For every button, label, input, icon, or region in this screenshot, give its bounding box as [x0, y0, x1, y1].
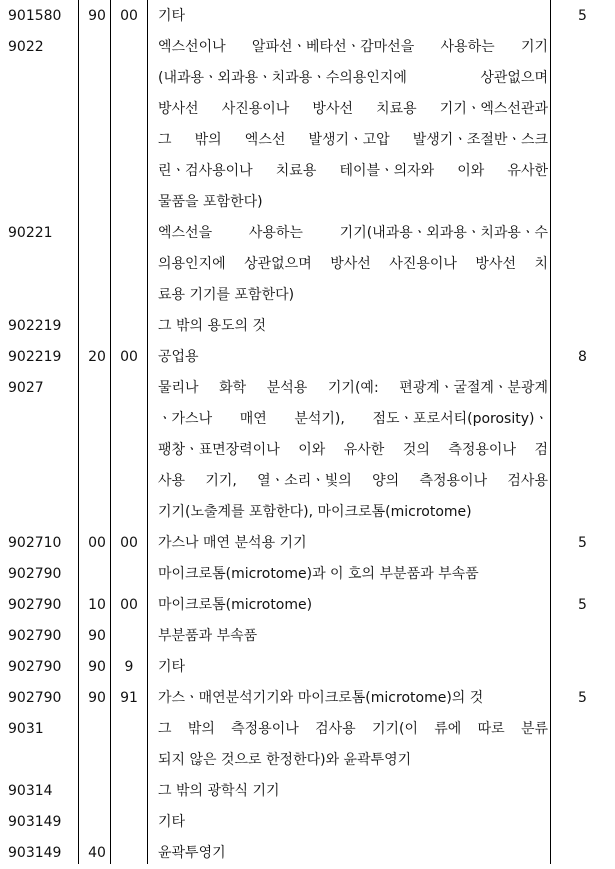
sub-code-1: 40 [88, 845, 106, 861]
sub-code-2: 00 [120, 535, 138, 551]
table-row [0, 373, 615, 528]
sub-code-1: 20 [88, 349, 106, 365]
description-line: 의용인지에 상관없으며 방사선 사진용이나 방사선 치 [158, 256, 548, 272]
description-line: 사용 기기, 열ㆍ소리ㆍ빛의 양의 측정용이나 검사용 [158, 473, 548, 489]
table-row [0, 807, 615, 838]
description-line: (내과용ㆍ외과용ㆍ치과용ㆍ수의용인지에 상관없으며 [158, 70, 548, 86]
item-description [158, 838, 548, 869]
sub-code-1: 90 [88, 690, 106, 706]
description-line: 마이크로톰(microtome)과 이 호의 부분품과 부속품 [158, 566, 479, 582]
description-line: 물리나 화학 분석용 기기(예: 편광계ㆍ굴절계ㆍ분광계 [158, 380, 548, 396]
description-line: 엑스선을 사용하는 기기(내과용ㆍ외과용ㆍ치과용ㆍ수 [158, 225, 548, 241]
hs-code: 90314 [8, 783, 53, 799]
table-row [0, 559, 615, 590]
description-line: 가스나 매연 분석용 기기 [158, 535, 307, 551]
item-description [158, 683, 548, 714]
sub-code-2: 9 [124, 659, 134, 675]
description-line: 린ㆍ검사용이나 치료용 테이블ㆍ의자와 이와 유사한 [158, 163, 548, 179]
table-row [0, 683, 615, 714]
duty-rate: 5 [578, 597, 587, 613]
table-row [0, 652, 615, 683]
table-row [0, 311, 615, 342]
hs-code: 9022 [8, 39, 44, 55]
sub-code-1: 90 [88, 8, 106, 24]
hs-code: 9031 [8, 721, 44, 737]
sub-code-2: 00 [120, 8, 138, 24]
table-row [0, 218, 615, 311]
hs-code: 902219 [8, 318, 62, 334]
sub-code-2: 91 [120, 690, 138, 706]
table-row [0, 621, 615, 652]
item-description [158, 590, 548, 621]
hs-code: 902790 [8, 597, 62, 613]
hs-code: 9027 [8, 380, 44, 396]
duty-rate: 5 [578, 690, 587, 706]
description-line: 그 밖의 엑스선 발생기ㆍ고압 발생기ㆍ조절반ㆍ스크 [158, 132, 548, 148]
table-row [0, 32, 615, 218]
sub-code-1: 10 [88, 597, 106, 613]
hs-code: 902790 [8, 690, 62, 706]
item-description [158, 807, 548, 838]
item-description [158, 652, 548, 683]
table-row [0, 838, 615, 869]
table-row [0, 714, 615, 776]
description-line: 되지 않은 것으로 한정한다)와 윤곽투영기 [158, 752, 412, 768]
description-line: 기타 [158, 659, 186, 675]
item-description [158, 32, 548, 218]
sub-code-1: 90 [88, 659, 106, 675]
description-line: 기기(노출계를 포함한다), 마이크로톰(microtome) [158, 504, 472, 520]
item-description [158, 373, 548, 528]
item-description [158, 218, 548, 311]
description-line: 그 밖의 용도의 것 [158, 318, 267, 334]
item-description [158, 559, 548, 590]
description-line: 기타 [158, 8, 186, 24]
sub-code-1: 90 [88, 628, 106, 644]
description-line: 물품을 포함한다) [158, 194, 263, 210]
item-description [158, 342, 548, 373]
item-description [158, 776, 548, 807]
hs-code: 902710 [8, 535, 62, 551]
duty-rate: 5 [578, 535, 587, 551]
sub-code-1: 00 [88, 535, 106, 551]
hs-code: 902219 [8, 349, 62, 365]
description-line: 엑스선이나 알파선ㆍ베타선ㆍ감마선을 사용하는 기기 [158, 39, 548, 55]
description-line: 방사선 사진용이나 방사선 치료용 기기ㆍ엑스선관과 [158, 101, 548, 117]
hs-code: 90221 [8, 225, 53, 241]
item-description [158, 311, 548, 342]
description-line: 팽창ㆍ표면장력이나 이와 유사한 것의 측정용이나 검 [158, 442, 548, 458]
hs-code: 902790 [8, 566, 62, 582]
table-row [0, 776, 615, 807]
hs-code: 903149 [8, 845, 62, 861]
description-line: 공업용 [158, 349, 199, 365]
description-line: 마이크로톰(microtome) [158, 597, 313, 613]
description-line: 료용 기기를 포함한다) [158, 287, 295, 303]
description-line: 기타 [158, 814, 186, 830]
item-description [158, 621, 548, 652]
description-line: 부분품과 부속품 [158, 628, 258, 644]
table-row [0, 1, 615, 32]
hs-code: 903149 [8, 814, 62, 830]
hs-code: 902790 [8, 628, 62, 644]
hs-code: 901580 [8, 8, 62, 24]
description-line: 윤곽투영기 [158, 845, 226, 861]
table-row [0, 528, 615, 559]
description-line: 가스ㆍ매연분석기기와 마이크로톰(microtome)의 것 [158, 690, 484, 706]
table-row [0, 590, 615, 621]
description-line: 그 밖의 광학식 기기 [158, 783, 280, 799]
duty-rate: 5 [578, 8, 587, 24]
hs-code: 902790 [8, 659, 62, 675]
duty-rate: 8 [578, 349, 587, 365]
item-description [158, 714, 548, 776]
item-description [158, 1, 548, 32]
table-row [0, 342, 615, 373]
description-line: ㆍ가스나 매연 분석기), 점도ㆍ포로서티(porosity)ㆍ [158, 411, 548, 427]
description-line: 그 밖의 측정용이나 검사용 기기(이 류에 따로 분류 [158, 721, 548, 737]
sub-code-2: 00 [120, 349, 138, 365]
item-description [158, 528, 548, 559]
sub-code-2: 00 [120, 597, 138, 613]
